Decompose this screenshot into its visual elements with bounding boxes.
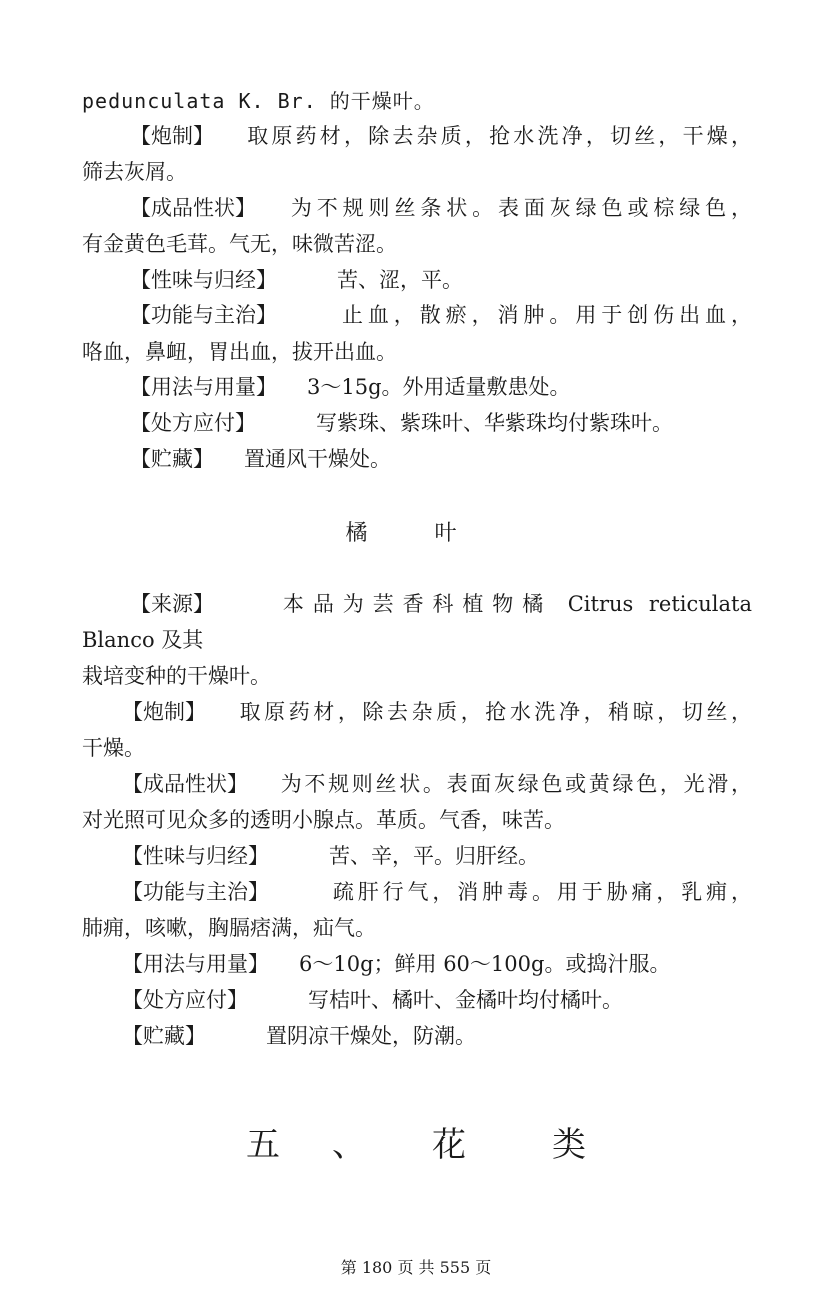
paragraph-line	[122, 985, 752, 1015]
section-label: 【用法与用量】	[130, 375, 277, 399]
section-label: 【成品性状】	[130, 196, 256, 220]
paragraph-line: 筛去灰屑。	[82, 160, 187, 184]
paragraph-line: 咯血，鼻衄，胃出血，拔开出血。	[82, 340, 397, 364]
paragraph-text: 写紫珠、紫珠叶、华紫珠均付紫珠叶。	[316, 411, 673, 435]
paragraph-line	[130, 300, 752, 330]
paragraph-line	[130, 265, 752, 295]
paragraph-line	[130, 372, 752, 402]
section-label: 【成品性状】	[122, 772, 248, 796]
heading-char: 五	[246, 1125, 280, 1165]
paragraph-text: 置阴凉干燥处，防潮。	[266, 1024, 476, 1048]
section-label: 【性味与归经】	[130, 268, 277, 292]
paragraph-line: 对光照可见众多的透明小腺点。革质。气香，味苦。	[82, 808, 565, 832]
section-label: 【处方应付】	[130, 411, 256, 435]
paragraph-line: 肺痈，咳嗽，胸膈痞满，疝气。	[82, 916, 376, 940]
section-label: 【功能与主治】	[130, 303, 277, 327]
section-label: 【功能与主治】	[122, 880, 269, 904]
paragraph-line	[130, 444, 752, 474]
section-label: 【用法与用量】	[122, 952, 269, 976]
paragraph-line	[122, 877, 752, 907]
paragraph-line	[130, 121, 752, 151]
paragraph-line	[130, 193, 752, 223]
heading-char: 、	[332, 1125, 366, 1165]
section-label: 【处方应付】	[122, 988, 248, 1012]
paragraph-text: 取原药材，除去杂质，抢水洗净，稍晾，切丝，	[236, 700, 752, 724]
paragraph-text: 为不规则丝条状。表面灰绿色或棕绿色，	[286, 196, 752, 220]
paragraph-text: 写桔叶、橘叶、金橘叶均付橘叶。	[308, 988, 623, 1012]
paragraph-line	[130, 408, 752, 438]
section-label: 【性味与归经】	[122, 844, 269, 868]
paragraph-text: 止血，散瘀，消肿。用于创伤出血，	[337, 303, 752, 327]
paragraph-text: 苦、涩，平。	[337, 268, 463, 292]
section-label: 【来源】	[130, 592, 214, 616]
paragraph-text: 为不规则丝状。表面灰绿色或黄绿色，光滑，	[278, 772, 752, 796]
paragraph-text: 6～10g；鲜用 60～100g。或捣汁服。	[299, 952, 671, 976]
paragraph-text: 取原药材，除去杂质，抢水洗净，切丝，干燥，	[244, 124, 752, 148]
paragraph-line	[130, 589, 752, 619]
section-label: 【贮藏】	[130, 447, 214, 471]
section-heading	[0, 1117, 832, 1166]
heading-char: 花	[432, 1125, 466, 1165]
page-footer: 第 180 页 共 555 页	[340, 1258, 492, 1277]
paragraph-line: 有金黄色毛茸。气无，味微苦涩。	[82, 232, 397, 256]
paragraph-line	[122, 1021, 752, 1051]
paragraph-line	[122, 697, 752, 727]
paragraph-text: 苦、辛，平。归肝经。	[329, 844, 539, 868]
section-label: 【贮藏】	[122, 1024, 206, 1048]
section-label: 【炮制】	[122, 700, 206, 724]
paragraph-text: 置通风干燥处。	[244, 447, 391, 471]
paragraph-line	[122, 949, 752, 979]
paragraph-text: 疏肝行气，消肿毒。用于胁痛，乳痈，	[329, 880, 752, 904]
paragraph-line: Blanco 及其	[82, 628, 204, 652]
heading-char: 类	[552, 1125, 586, 1165]
section-label: 【炮制】	[130, 124, 214, 148]
paragraph-line: 栽培变种的干燥叶。	[82, 664, 271, 688]
paragraph-text: 3～15g。外用适量敷患处。	[307, 375, 571, 399]
text-line: pedunculata K. Br. 的干燥叶。	[82, 89, 435, 113]
paragraph-line	[122, 769, 752, 799]
entry-title: 橘 叶	[345, 521, 487, 546]
paragraph-line	[122, 841, 752, 871]
paragraph-line: 干燥。	[82, 736, 145, 760]
paragraph-text: 本品为芸香科植物橘 Citrus reticulata	[274, 592, 752, 616]
